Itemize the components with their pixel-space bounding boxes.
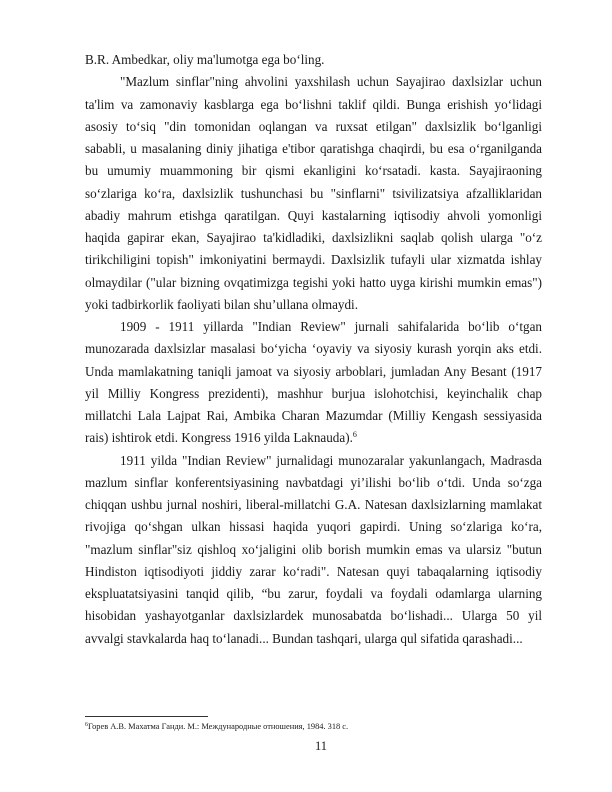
page-number: 11 [314, 739, 328, 753]
footnote-text: Горев А.В. Махатма Ганди. М.: Международные отношения, 1984. 318 с. [88, 722, 349, 731]
body-text [85, 49, 542, 650]
footnote-divider [85, 716, 208, 717]
footnote-reference[interactable]: 6 [352, 430, 357, 440]
paragraph-3-text: 1909 - 1911 yillarda "Indian Review" jurnali sahifalarida bo‘lib o‘tgan munozarada daxlsizlar masalasi bo‘yicha ‘oyaviy va siyosiy kurash yorqin aks etdi. Unda mamlakatning taniqli jamoat va siyosiy arboblari, jumladan Any Besant (1917 yil Milliy Kongress prezidenti), mashhur burjua islohotchisi, keyinchalik chap millatchi Lala Lajpat Rai, Ambika Charan Mazumdar (Milliy Kengash sessiyasida rais) ishtirok etdi. Kongress 1916 yilda Laknauda). [85, 319, 542, 446]
paragraph-4: 1911 yilda "Indian Review" jurnalidagi munozaralar yakunlangach, Madrasda mazlum sinflar konferentsiyasining navbatdagi yi’ilishi bo‘lib o‘tdi. Unda so‘zga chiqqan ushbu jurnal noshiri, liberal-millatchi G.A. Natesan daxlsizlarning mamlakat rivojiga qo‘shgan ulkan hissasi haqida yuqori gapirdi. Uning so‘zlariga ko‘ra, "mazlum sinflar"siz qishloq xo‘jaligini olib borish mumkin emas va ularsiz "butun Hindiston iqtisodiyoti jiddiy zarar ko‘radi". Natesan quyi tabaqalarning iqtisodiy ekspluatatsiyasini tanqid qilib, “bu zarur, foydali va foydali odamlarga ularning hisobidan yashayotganlar daxlsizlardek munosabatda bo‘lishadi... Ularga 50 yil avvalgi stavkalarda haq to‘lanadi... Bundan tashqari, ularga qul sifatida qarashadi... [85, 452, 542, 646]
paragraph-1: B.R. Ambedkar, oliy ma'lumotga ega bo‘ling. [85, 52, 325, 67]
paragraph-3 [85, 316, 542, 450]
footnote [85, 721, 545, 732]
footnote-marker: 6 [85, 722, 88, 728]
paragraph-2: "Mazlum sinflar"ning ahvolini yaxshilash uchun Sayajirao daxlsizlar uchun ta'lim va zamonaviy kasblarga ega bo‘lishni taklif qildi. Bunga erishish yo‘lidagi asosiy to‘siq "din tomonidan oqlangan va ruxsat etilgan" daxlsizlik bo‘lganligi sababli, u masalaning diniy jihatiga e'tibor qaratishga chaqirdi, bu esa o‘rganilganda bu umumiy muammoning bir qismi ekanligini ko‘rsatadi. kasta. Sayajiraoning so‘zlariga ko‘ra, daxlsizlik tushunchasi bu "sinflarni" tsivilizatsiya afzalliklaridan abadiy mahrum etishga qaratilgan. Quyi kastalarning iqtisodiy ahvoli yomonligi haqida gapirar ekan, Sayajirao ta'kidladiki, daxlsizlikni saqlab qolish ularga "o‘z tirikchiligini topish" imkoniyatini bermaydi. Daxlsizlik tufayli ular xizmatda ishlay olmaydilar ("ular bizning ovqatimizga tegishi yoki hatto uyga kirishi mumkin emas") yoki tadbirkorlik faoliyati bilan shu’ullana olmaydi. [85, 74, 542, 312]
